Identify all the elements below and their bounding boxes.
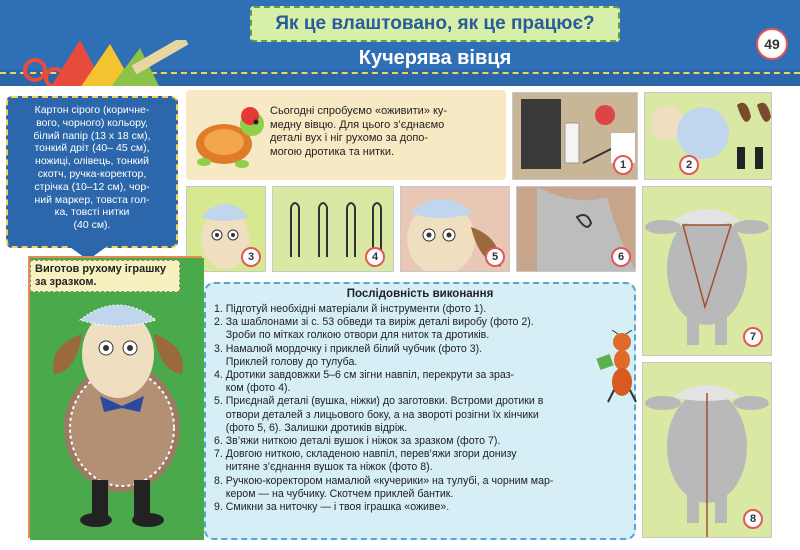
photo-number-badge: 5 [485, 247, 505, 267]
materials-line: (40 см). [73, 219, 111, 232]
step-line: 4. Дротики завдовжки 5–6 см зігни навпіл, перекрути за зраз- [214, 369, 515, 382]
step-line: 1. Підготуй необхідні матеріали й інструменти (фото 1). [214, 303, 487, 315]
step-line: 8. Ручкою-коректором намалюй «кучерики» на тулубі, а чорним мар- [214, 474, 554, 487]
step-line: 7. Довгою ниткою, складеною навпіл, перев’яжи згори донизу [214, 448, 517, 461]
turtle-mascot-illustration [190, 98, 270, 170]
photo-cut-parts [644, 92, 772, 180]
ant-mascot-illustration [596, 330, 646, 404]
intro-text [270, 105, 506, 175]
step-line: 2. За шаблонами зі с. 53 обведи та виріж деталі виробу (фото 2). [214, 316, 534, 329]
scissors-ruler-illustration [10, 40, 190, 86]
step-line: Приклей голову до тулуба. [214, 355, 358, 368]
step-line: 9. Смикни за ниточку — і твоя іграшка «оживе». [214, 501, 450, 514]
intro-line: Сьогодні спробуємо «оживити» ку- [270, 105, 448, 117]
step-line: кером — на чубчику. Скотчем приклей бантик. [214, 487, 454, 500]
photo-wire-back [516, 186, 636, 272]
photo-number-badge: 6 [611, 247, 631, 267]
step-line: Зроби по мітках голкою отвори для ниток та дротиків. [214, 329, 490, 342]
step-line: 5. Приєднай деталі (вушка, ніжки) до заготовки. Встроми дротики в [214, 395, 544, 408]
steps-list [214, 303, 638, 539]
materials-line: ний маркер, товста гол- [34, 193, 150, 206]
photo-number-badge: 2 [679, 155, 699, 175]
materials-line: тонкий дріт (40– 45 см), [34, 142, 150, 155]
intro-line: могою дротика та нитки. [270, 145, 395, 158]
photo-wires [272, 186, 394, 272]
photo-number-badge: 1 [613, 155, 633, 175]
materials-line: вого, чорного) кольору, [36, 116, 148, 129]
sample-sheep-photo [28, 256, 202, 538]
materials-line: Картон сірого (коричне- [34, 104, 150, 116]
materials-line: ка, товсті нитки [54, 206, 130, 219]
sheep-toy-illustration [30, 258, 204, 540]
materials-line: стрічка (10–12 см), чор- [34, 180, 150, 193]
step-line: (фото 5, 6). Залишки дротиків відріж. [214, 421, 408, 434]
photo-number-badge: 3 [241, 247, 261, 267]
photo-materials [512, 92, 638, 180]
step-line: нитяне з’єднання вушок та ніжок (фото 8). [214, 461, 433, 474]
page-title: Як це влаштовано, як це працює? [250, 6, 620, 42]
intro-line: медну вівцю. Для цього з’єднаємо [270, 118, 445, 131]
step-line: 6. Зв’яжи ниткою деталі вушок і ніжок за зразком (фото 7). [214, 435, 501, 448]
photo-tied-back [642, 186, 772, 356]
materials-line: білий папір (13 х 18 см), [33, 129, 151, 142]
photo-number-badge: 8 [743, 509, 763, 529]
page-number: 49 [756, 28, 788, 60]
steps-title: Послідовність виконання [346, 288, 494, 300]
photo-number-badge: 4 [365, 247, 385, 267]
materials-list [14, 104, 170, 244]
intro-line: деталі вух і ніг рухомо за допо- [270, 132, 429, 144]
sample-caption: Виготов рухому іграшку за зразком. [30, 260, 180, 292]
lesson-subtitle: Кучерява вівця [358, 47, 512, 69]
materials-line: ножиці, олівець, тонкий [35, 155, 149, 168]
photo-ear-attach [400, 186, 510, 272]
step-line: 3. Намалюй мордочку і приклей білий чубчик (фото 3). [214, 342, 483, 355]
step-line: отвори деталей з лицьового боку, а на звороті розігни їх кінчики [214, 408, 539, 421]
materials-line: скотч, ручка-коректор, [37, 167, 147, 180]
photo-string-pull [642, 362, 772, 538]
step-line: ком (фото 4). [214, 382, 291, 395]
photo-number-badge: 7 [743, 327, 763, 347]
